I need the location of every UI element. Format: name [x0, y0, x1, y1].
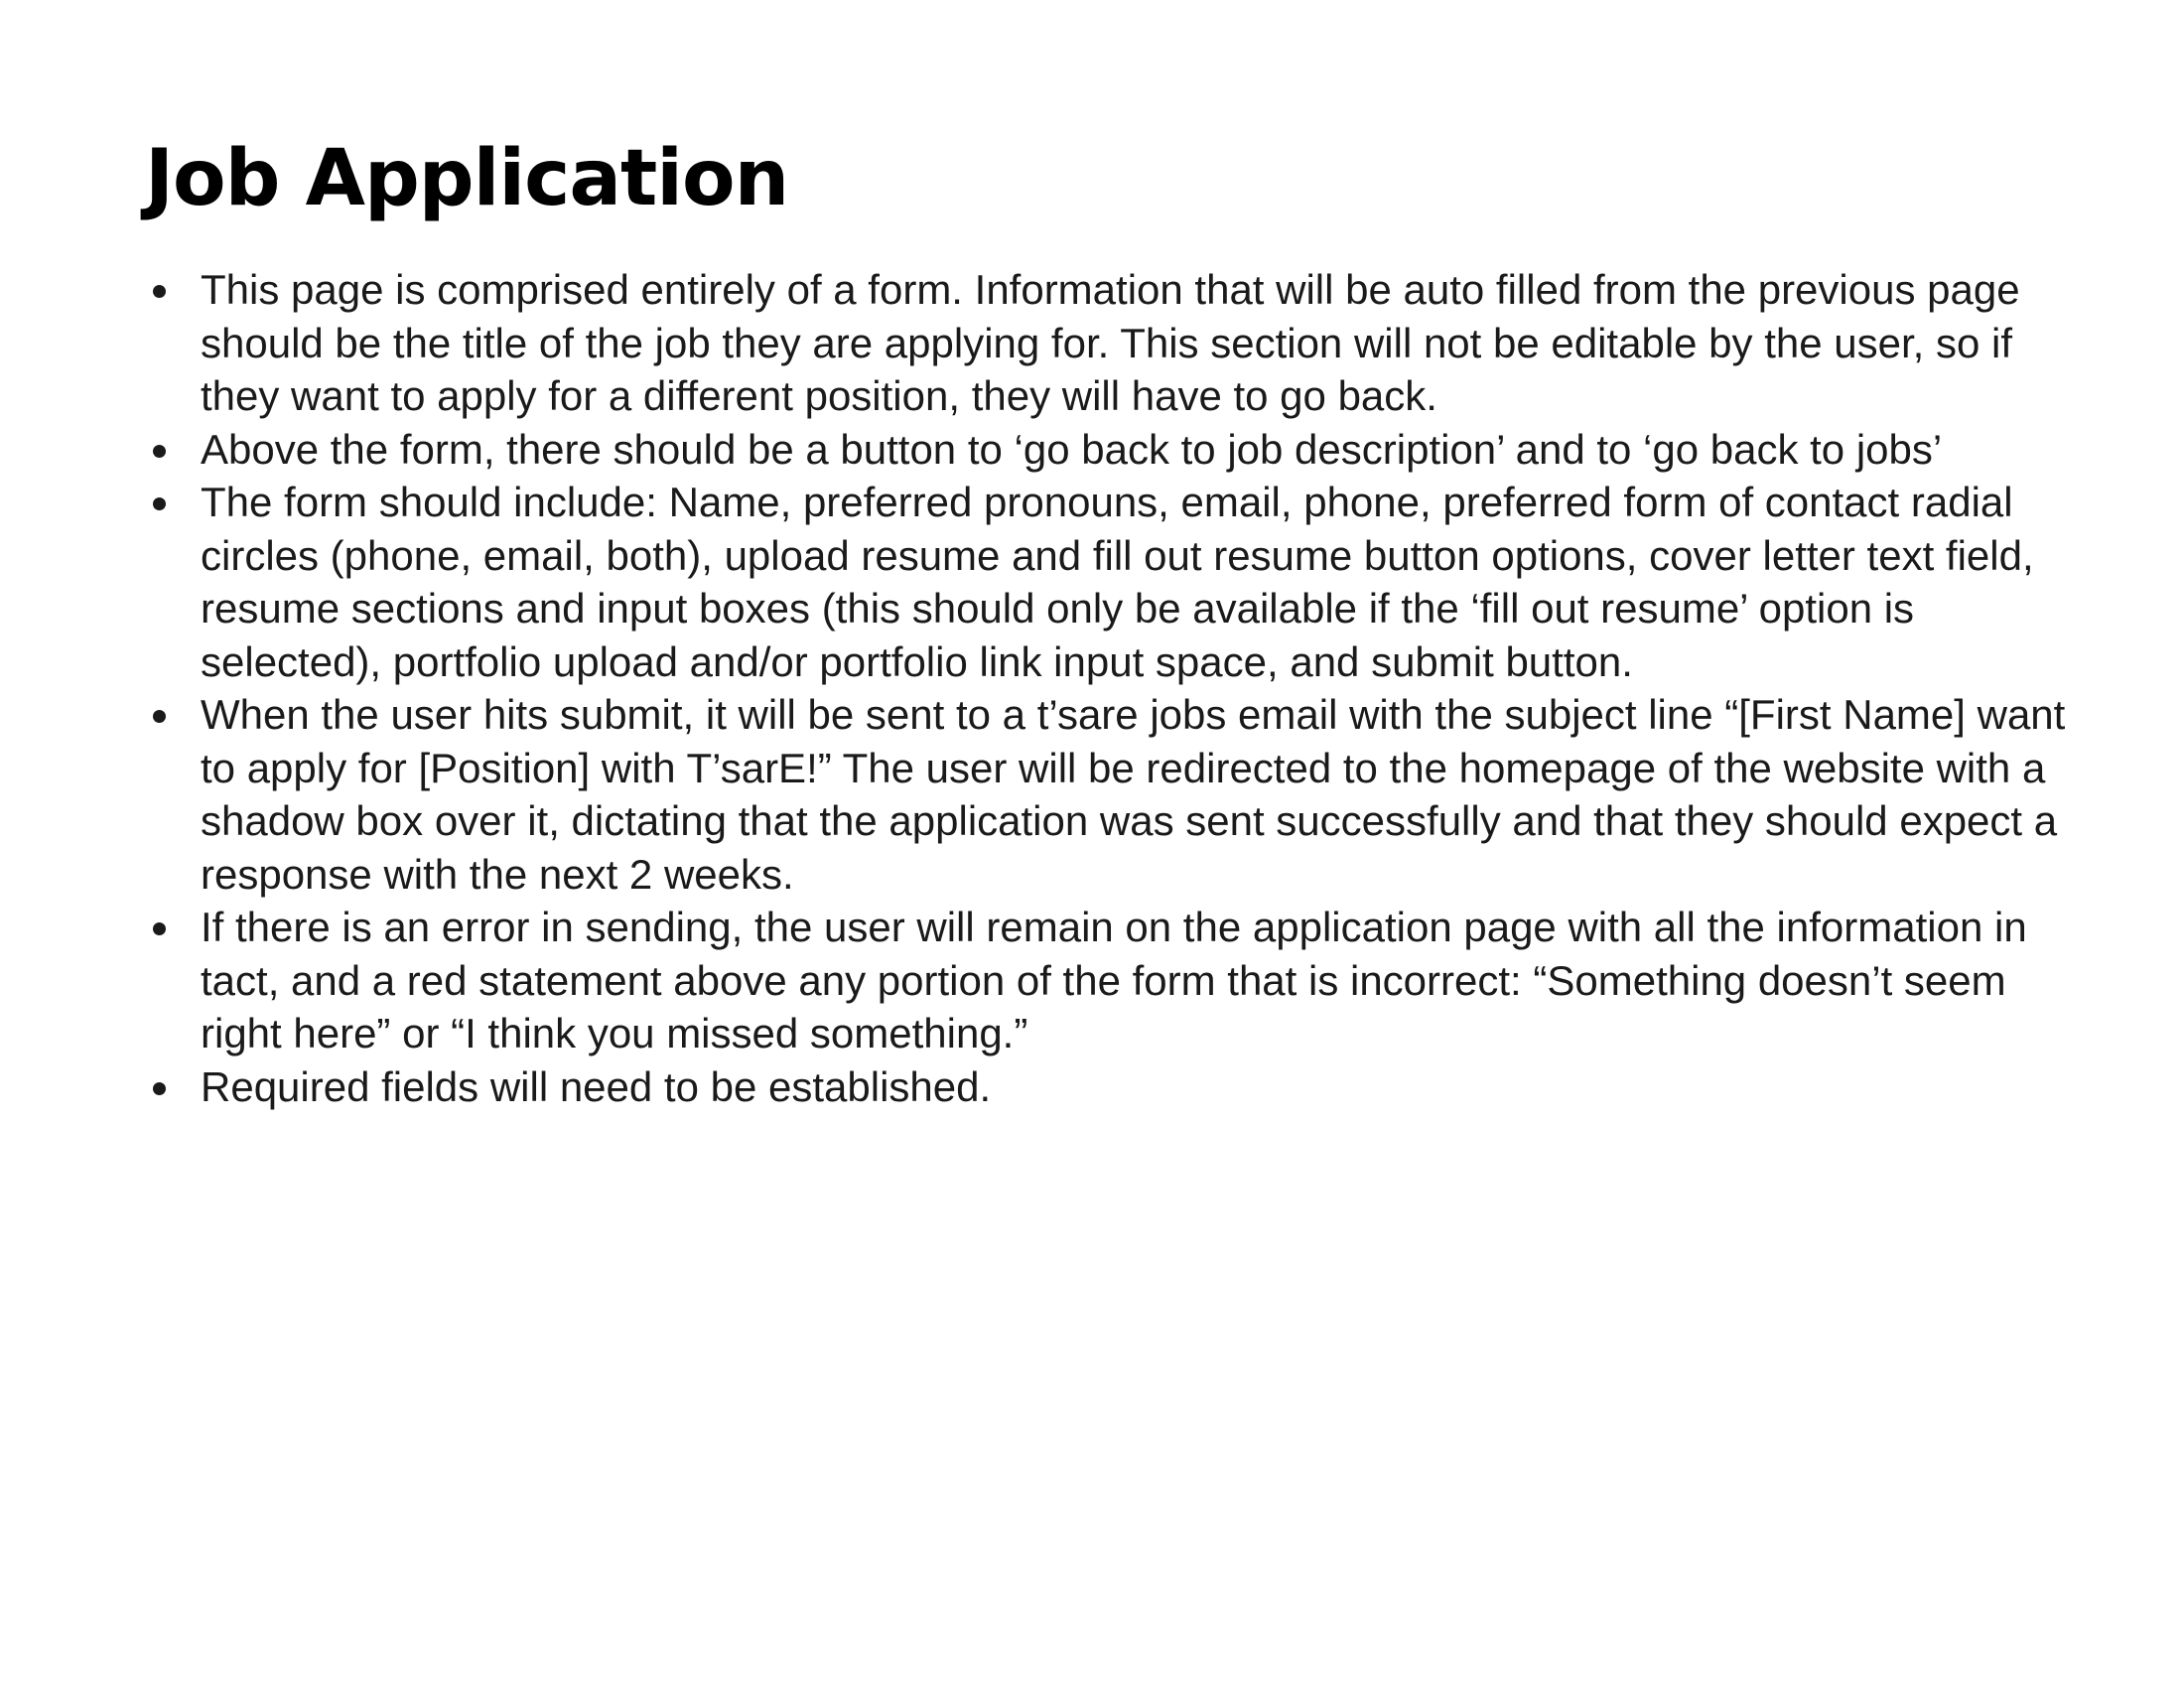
list-item — [145, 476, 2071, 688]
bullet-icon — [153, 922, 166, 935]
list-item — [145, 1060, 2071, 1114]
list-item — [145, 423, 2071, 477]
list-item-text: Required fields will need to be established. — [201, 1062, 992, 1110]
requirements-list — [145, 263, 2071, 1113]
bullet-icon — [153, 1082, 166, 1095]
list-item — [145, 263, 2071, 423]
list-item-text: When the user hits submit, it will be sent to a t’sare jobs email with the subject line “[First Name] want to apply for [Position] with T’sarE!” The user will be redirected to the homepage of the website with a shadow box over it, dictating that the application was sent successfully and that they should expect a response with the next 2 weeks. — [201, 691, 2066, 898]
bullet-icon — [153, 285, 166, 298]
list-item — [145, 688, 2071, 901]
list-item-text: Above the form, there should be a button to ‘go back to job description’ and to ‘go back to jobs’ — [201, 425, 1943, 473]
list-item-text: This page is comprised entirely of a form. Information that will be auto filled from the previous page should be the title of the job they are applying for. This section will not be editable by the user, so if they want to apply for a different position, they will have to go back. — [201, 266, 2020, 419]
bullet-icon — [153, 497, 166, 510]
bullet-icon — [153, 710, 166, 723]
page-title: Job Application — [145, 134, 789, 223]
list-item-text: The form should include: Name, preferred pronouns, email, phone, preferred form of contact radial circles (phone, email, both), upload resume and fill out resume button options, cover letter text field, resume sections and input boxes (this should only be available if the ‘fill out resume’ option is selected), portfolio upload and/or portfolio link input space, and submit button. — [201, 479, 2034, 685]
bullet-icon — [153, 445, 166, 458]
list-item — [145, 901, 2071, 1060]
list-item-text: If there is an error in sending, the user will remain on the application page with all the information in tact, and a red statement above any portion of the form that is incorrect: “Something doesn’t seem right here” or “I think you missed something.” — [201, 904, 2027, 1056]
